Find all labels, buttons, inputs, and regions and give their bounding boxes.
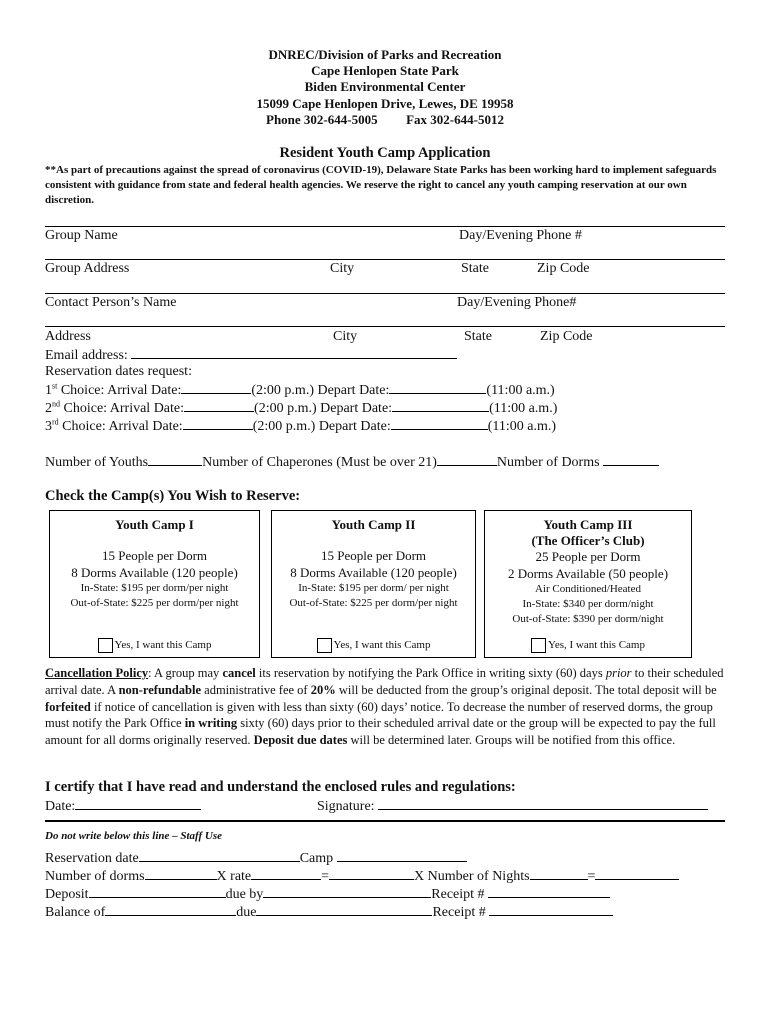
email-label: Email address: bbox=[45, 348, 128, 363]
staff-label: Camp bbox=[299, 851, 334, 866]
checkbox[interactable] bbox=[98, 638, 113, 653]
signature-input[interactable] bbox=[378, 797, 708, 810]
choice-suffix: st bbox=[52, 381, 58, 391]
header-contact bbox=[0, 112, 770, 128]
arrival-time: (2:00 p.m.) bbox=[252, 419, 316, 434]
depart-time: (11:00 a.m.) bbox=[486, 383, 555, 398]
staff-input[interactable] bbox=[595, 867, 679, 880]
policy-text: will be determined later. Groups will be notified from this office. bbox=[347, 733, 676, 748]
staff-label: Receipt # bbox=[431, 887, 485, 902]
header-center: Biden Environmental Center bbox=[304, 79, 466, 94]
policy-emphasis: 20% bbox=[310, 682, 336, 697]
depart-time: (11:00 a.m.) bbox=[489, 401, 558, 416]
email-blank[interactable] bbox=[131, 346, 457, 359]
signature-label: Signature: bbox=[317, 799, 375, 814]
choice-label: Choice: Arrival Date: bbox=[60, 401, 185, 416]
staff-label: X rate bbox=[216, 869, 252, 884]
staff-label: Receipt # bbox=[432, 905, 486, 920]
day-phone-label[interactable]: Day/Evening Phone # bbox=[459, 228, 582, 243]
choice-row-3 bbox=[45, 417, 556, 435]
arrival-date-input[interactable] bbox=[181, 381, 251, 394]
depart-date-input[interactable] bbox=[389, 381, 486, 394]
state-label[interactable]: State bbox=[461, 261, 489, 276]
choice-num: 2 bbox=[45, 401, 52, 416]
camp-out-state-rate: Out-of-State: $225 per dorm/per night bbox=[289, 597, 458, 609]
camp-title: Youth Camp II bbox=[331, 517, 416, 532]
camp-dorms: 2 Dorms Available (50 people) bbox=[507, 565, 669, 581]
policy-emphasis: non-refundable bbox=[118, 682, 202, 697]
arrival-time: (2:00 p.m.) bbox=[254, 401, 317, 416]
dorms-input[interactable] bbox=[603, 453, 659, 466]
date-input[interactable] bbox=[75, 797, 201, 810]
staff-input[interactable] bbox=[337, 849, 467, 862]
policy-emphasis: cancel bbox=[222, 666, 256, 680]
camp-checkbox-row[interactable] bbox=[50, 638, 259, 653]
checkbox-label: Yes, I want this Camp bbox=[333, 639, 431, 652]
camp-out-state-rate: Out-of-State: $390 per dorm/night bbox=[512, 613, 664, 625]
camp-checkbox-row[interactable] bbox=[485, 638, 691, 653]
group-address-label[interactable]: Group Address bbox=[45, 261, 130, 276]
arrival-date-input[interactable] bbox=[183, 417, 253, 430]
address-label[interactable]: Address bbox=[45, 329, 91, 344]
header-phone: Phone 302-644-5005 bbox=[266, 112, 378, 127]
policy-text: its reservation by notifying the Park Office in writing sixty (60) days bbox=[255, 666, 606, 680]
staff-label: X Number of Nights bbox=[414, 869, 530, 884]
staff-label: Reservation date bbox=[45, 851, 139, 866]
camp-checkbox-row[interactable] bbox=[272, 638, 475, 653]
arrival-date-input[interactable] bbox=[184, 399, 254, 412]
staff-label: Deposit bbox=[45, 887, 89, 902]
policy-text: will be deducted from the group’s original deposit. The total deposit will be bbox=[335, 682, 717, 697]
choice-label: Choice: Arrival Date: bbox=[58, 419, 183, 434]
staff-label: = bbox=[587, 869, 596, 884]
staff-input[interactable] bbox=[488, 885, 610, 898]
staff-label: due by bbox=[225, 887, 264, 902]
cancellation-heading: Cancellation Policy bbox=[45, 666, 149, 680]
staff-label: due bbox=[236, 905, 257, 920]
covid-notice: **As part of precautions against the spread of coronavirus (COVID-19), Delaware State Parks has been working hard to implement safeguards consistent with guidance from state and federal health agencies. We reserve the right to cancel any youth camping reservation at our own discretion. bbox=[45, 164, 717, 206]
certify-statement: I certify that I have read and understand the enclosed rules and regulations: bbox=[45, 779, 516, 795]
camp-in-state-rate: In-State: $195 per dorm/per night bbox=[80, 582, 229, 594]
camp-in-state-rate: In-State: $340 per dorm/night bbox=[522, 598, 654, 610]
staff-input[interactable] bbox=[89, 885, 226, 898]
staff-row-2 bbox=[45, 867, 679, 885]
camp-out-state-rate: Out-of-State: $225 per dorm/per night bbox=[70, 597, 239, 609]
divider bbox=[45, 293, 725, 294]
zip-label[interactable]: Zip Code bbox=[540, 329, 593, 344]
staff-row-3 bbox=[45, 885, 610, 903]
staff-input[interactable] bbox=[263, 885, 431, 898]
staff-input[interactable] bbox=[139, 849, 300, 862]
depart-label: Depart Date: bbox=[317, 383, 390, 398]
staff-input[interactable] bbox=[256, 903, 432, 916]
divider bbox=[45, 326, 725, 327]
city-label[interactable]: City bbox=[330, 261, 355, 276]
camp-subtitle: (The Officer’s Club) bbox=[531, 533, 645, 548]
checkbox[interactable] bbox=[317, 638, 332, 653]
camp-capacity: 15 People per Dorm bbox=[320, 548, 427, 563]
policy-text: sixty (60) days prior to their scheduled arrival date or the group will be expected to pay the full amount for all dorms originally reserved. bbox=[45, 716, 716, 748]
camp-capacity: 15 People per Dorm bbox=[101, 548, 208, 563]
choice-num: 3 bbox=[45, 419, 52, 434]
header-park: Cape Henlopen State Park bbox=[311, 63, 459, 78]
choice-suffix: rd bbox=[52, 417, 59, 427]
state-label[interactable]: State bbox=[464, 329, 492, 344]
camp-dorms: 8 Dorms Available (120 people) bbox=[71, 564, 238, 580]
staff-input[interactable] bbox=[530, 867, 588, 880]
policy-emphasis: forfeited bbox=[45, 699, 91, 714]
staff-note: Do not write below this line – Staff Use bbox=[45, 830, 223, 842]
depart-label: Depart Date: bbox=[318, 419, 391, 434]
checkbox-label: Yes, I want this Camp bbox=[548, 639, 645, 652]
policy-text: administrative fee of bbox=[201, 682, 311, 697]
group-name-label[interactable]: Group Name bbox=[45, 228, 118, 243]
check-camps-heading: Check the Camp(s) You Wish to Reserve: bbox=[45, 488, 301, 504]
choice-row-2 bbox=[45, 399, 557, 417]
choice-num: 1 bbox=[45, 383, 52, 398]
reservation-request-label: Reservation dates request: bbox=[45, 364, 192, 379]
staff-label: Balance of bbox=[45, 905, 106, 920]
counts-row bbox=[45, 453, 659, 471]
camp-in-state-rate: In-State: $195 per dorm/ per night bbox=[298, 582, 449, 594]
camp-dorms: 8 Dorms Available (120 people) bbox=[290, 564, 457, 580]
depart-label: Depart Date: bbox=[320, 401, 393, 416]
camp-box-2 bbox=[271, 510, 476, 658]
checkbox[interactable] bbox=[531, 638, 546, 653]
policy-text: if notice of cancellation is given with less than sixty (60) days’ notice. To decrease the number of reserved dorms, the group must notify the Park Office bbox=[45, 699, 713, 731]
city-label[interactable]: City bbox=[333, 329, 358, 344]
depart-date-input[interactable] bbox=[392, 399, 489, 412]
staff-input[interactable] bbox=[105, 903, 236, 916]
camp-title: Youth Camp III bbox=[543, 517, 633, 532]
camp-amenity: Air Conditioned/Heated bbox=[534, 583, 641, 595]
staff-row-1 bbox=[45, 849, 467, 867]
camp-title: Youth Camp I bbox=[115, 517, 194, 532]
header-fax: Fax 302-644-5012 bbox=[406, 112, 504, 127]
checkbox-label: Yes, I want this Camp bbox=[114, 639, 212, 652]
date-label: Date: bbox=[45, 799, 76, 814]
youths-input[interactable] bbox=[148, 453, 202, 466]
chaperones-label: Number of Chaperones (Must be over 21) bbox=[202, 455, 437, 470]
policy-emphasis: Deposit due dates bbox=[253, 733, 348, 748]
chaperones-input[interactable] bbox=[437, 453, 497, 466]
page-title: Resident Youth Camp Application bbox=[279, 145, 491, 161]
policy-emphasis: prior bbox=[605, 666, 632, 680]
staff-row-4 bbox=[45, 903, 613, 921]
divider bbox=[45, 259, 725, 260]
policy-emphasis: in writing bbox=[184, 716, 238, 731]
email-field[interactable] bbox=[45, 346, 457, 364]
zip-label[interactable]: Zip Code bbox=[537, 261, 590, 276]
divider bbox=[45, 226, 725, 227]
staff-input[interactable] bbox=[329, 867, 414, 880]
signature-field[interactable] bbox=[317, 797, 708, 815]
day-phone2-label[interactable]: Day/Evening Phone# bbox=[457, 295, 577, 310]
policy-text: to their scheduled arrival date. A bbox=[45, 666, 724, 697]
header-address: 15099 Cape Henlopen Drive, Lewes, DE 19958 bbox=[256, 96, 514, 111]
staff-label: = bbox=[321, 869, 330, 884]
choice-row-1 bbox=[45, 381, 555, 399]
dorms-label: Number of Dorms bbox=[496, 455, 600, 470]
date-field[interactable] bbox=[45, 797, 201, 815]
staff-divider bbox=[45, 820, 725, 822]
youths-label: Number of Youths bbox=[45, 455, 149, 470]
depart-time: (11:00 a.m.) bbox=[487, 419, 557, 434]
staff-label: Number of dorms bbox=[45, 869, 145, 884]
depart-date-input[interactable] bbox=[391, 417, 488, 430]
choice-label: Choice: Arrival Date: bbox=[57, 383, 182, 398]
camp-capacity: 25 People per Dorm bbox=[535, 549, 641, 564]
contact-name-label[interactable]: Contact Person’s Name bbox=[45, 295, 177, 310]
header-org: DNREC/Division of Parks and Recreation bbox=[268, 47, 502, 62]
camp-box-1 bbox=[49, 510, 260, 658]
staff-input[interactable] bbox=[145, 867, 217, 880]
choice-suffix: nd bbox=[52, 399, 60, 409]
staff-input[interactable] bbox=[489, 903, 613, 916]
policy-text: : A group may bbox=[148, 666, 223, 680]
cancellation-policy bbox=[45, 665, 725, 749]
arrival-time: (2:00 p.m.) bbox=[251, 383, 314, 398]
camp-box-3 bbox=[484, 510, 692, 658]
staff-input[interactable] bbox=[251, 867, 321, 880]
